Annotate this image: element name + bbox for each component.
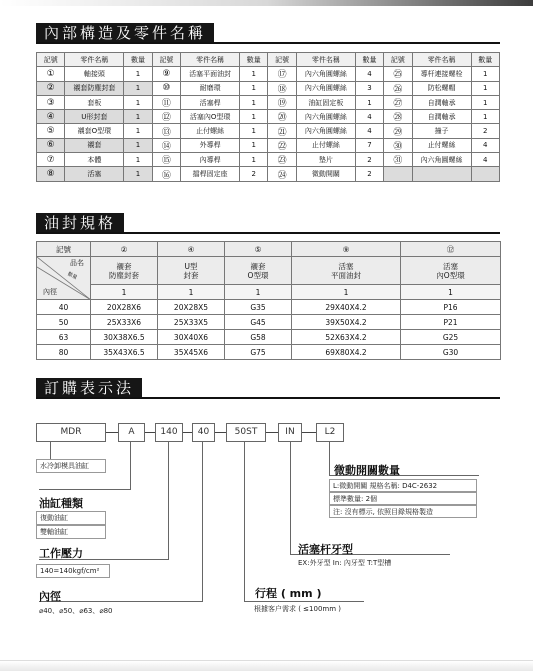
parts-qty: 2	[355, 153, 383, 167]
parts-name: 內六角圓螺絲	[296, 81, 355, 95]
switch-title: 微動開關數量	[334, 464, 400, 477]
order-section-underline	[36, 397, 500, 399]
seal-diagonal-cell	[37, 257, 91, 300]
parts-no: ⑩	[162, 83, 171, 94]
parts-no-cell	[152, 81, 180, 95]
parts-no-cell	[384, 167, 412, 181]
parts-qty: 1	[124, 81, 152, 95]
code-box-bore: 40	[192, 423, 215, 442]
parts-qty: 2	[471, 124, 499, 138]
footer-bar	[0, 660, 533, 671]
seal-table-body	[37, 242, 501, 360]
parts-no-cell	[384, 67, 412, 81]
seal-col-name: 活塞 內O型環	[401, 257, 501, 285]
parts-section-title: 內部構造及零件名稱	[36, 23, 214, 43]
parts-table	[36, 52, 500, 182]
stroke-title: 行程 ( mm )	[255, 587, 322, 600]
parts-no-cell	[384, 95, 412, 109]
seal-col-no: ⑨	[292, 242, 401, 257]
parts-name: 襯套防塵封套	[65, 81, 124, 95]
seal-data-row	[37, 330, 501, 345]
parts-no: ㉔	[277, 170, 287, 181]
stroke-value: 根據客户需求 ( ≤100mm )	[251, 603, 364, 617]
diag-dia-label: 內徑	[43, 288, 57, 296]
parts-header-cell: 數量	[355, 53, 383, 67]
parts-name: 內六角圓螺絲	[412, 153, 471, 167]
parts-row	[37, 81, 500, 95]
parts-header-cell: 數量	[240, 53, 268, 67]
seal-col-qty: 1	[292, 285, 401, 300]
parts-no: ⑥	[46, 140, 55, 151]
parts-qty: 7	[355, 138, 383, 152]
seal-value-cell: 20X28X5	[158, 300, 225, 315]
connector-stroke	[244, 442, 245, 602]
parts-qty: 1	[124, 124, 152, 138]
seal-value-cell: 39X50X4.2	[292, 315, 401, 330]
parts-qty: 3	[355, 81, 383, 95]
seal-bore-cell: 63	[37, 330, 91, 345]
parts-no-cell	[268, 153, 296, 167]
dash	[145, 432, 155, 433]
parts-name: 微動開關	[296, 167, 355, 181]
dash	[302, 432, 316, 433]
thread-value: EX:外牙型 In: 內牙型 T:T型槽	[295, 557, 435, 571]
parts-qty: 1	[240, 138, 268, 152]
seal-value-cell: G35	[225, 300, 292, 315]
parts-no: ⑰	[277, 70, 287, 81]
parts-name: 內導桿	[181, 153, 240, 167]
parts-section-underline	[36, 42, 500, 44]
parts-no: ⑮	[161, 156, 171, 167]
seal-col-no: ⑫	[401, 242, 501, 257]
parts-qty: 1	[471, 67, 499, 81]
seal-col-name: U型 封套	[158, 257, 225, 285]
parts-no: ⑫	[161, 113, 171, 124]
parts-no-cell	[384, 124, 412, 138]
parts-no: ⑭	[161, 141, 171, 152]
type-option-1: 復動油缸	[36, 511, 106, 525]
parts-no-cell	[152, 124, 180, 138]
seal-value-cell: 20X28X6	[91, 300, 158, 315]
seal-value-cell: 30X38X6.5	[91, 330, 158, 345]
seal-col-name: 活塞 平面油封	[292, 257, 401, 285]
parts-no: ㉕	[393, 70, 403, 81]
parts-name: 外導桿	[181, 138, 240, 152]
parts-qty: 4	[355, 67, 383, 81]
seal-value-cell: 30X40X6	[158, 330, 225, 345]
parts-header-cell: 數量	[471, 53, 499, 67]
parts-qty: 1	[240, 67, 268, 81]
seal-col-name: 襯套 防塵封套	[91, 257, 158, 285]
parts-header-cell: 零件名稱	[296, 53, 355, 67]
parts-no-cell	[384, 138, 412, 152]
switch-line-1: L:微動開關 規格名稱: D4C-2632	[329, 479, 477, 492]
parts-name: 防松螺帽	[412, 81, 471, 95]
bore-title: 內徑	[39, 590, 61, 603]
seal-value-cell: 35X43X6.5	[91, 345, 158, 360]
parts-no: ⑲	[277, 99, 287, 110]
seal-col-no: ④	[158, 242, 225, 257]
parts-name: 自潤軸承	[412, 110, 471, 124]
code-box-model: MDR	[36, 423, 106, 442]
parts-name: 內六角圓螺絲	[296, 110, 355, 124]
parts-no-cell	[384, 110, 412, 124]
seal-value-cell: P21	[401, 315, 501, 330]
parts-no: ㉚	[393, 141, 403, 152]
parts-no: ㉛	[393, 156, 403, 167]
parts-no-cell	[268, 95, 296, 109]
parts-header-cell: 記號	[268, 53, 296, 67]
parts-header-cell: 記號	[152, 53, 180, 67]
seal-data-row	[37, 300, 501, 315]
seal-value-cell: 25X33X6	[91, 315, 158, 330]
seal-table	[36, 241, 501, 360]
connector-bore-h	[39, 601, 203, 602]
parts-no: ⑦	[46, 154, 55, 165]
seal-col-qty: 1	[401, 285, 501, 300]
seal-value-cell: 69X80X4.2	[292, 345, 401, 360]
parts-name: 襯套O型環	[65, 124, 124, 138]
parts-no-cell	[37, 81, 65, 95]
seal-data-row	[37, 315, 501, 330]
parts-header-cell: 零件名稱	[65, 53, 124, 67]
seal-col-qty: 1	[225, 285, 292, 300]
parts-qty: 1	[240, 110, 268, 124]
seal-value-cell: G75	[225, 345, 292, 360]
seal-section-title: 油封規格	[36, 213, 124, 233]
connector-pressure	[168, 442, 169, 560]
parts-qty: 4	[471, 138, 499, 152]
parts-no: ①	[46, 68, 55, 79]
parts-no: ④	[46, 111, 55, 122]
parts-no-cell	[37, 167, 65, 181]
order-section-title: 訂購表示法	[36, 378, 142, 398]
parts-qty: 4	[471, 153, 499, 167]
parts-qty: 2	[355, 167, 383, 181]
parts-qty: 4	[355, 124, 383, 138]
seal-value-cell: 52X63X4.2	[292, 330, 401, 345]
seal-bore-cell: 40	[37, 300, 91, 315]
seal-value-cell: 35X45X6	[158, 345, 225, 360]
parts-no: ㉘	[393, 113, 403, 124]
diag-name-label: 品名	[70, 259, 84, 267]
parts-no: ⑤	[46, 126, 55, 137]
parts-no-cell	[152, 153, 180, 167]
connector-model	[50, 442, 51, 459]
parts-no-cell	[268, 167, 296, 181]
parts-name: 撞子	[412, 124, 471, 138]
seal-bore-cell: 50	[37, 315, 91, 330]
parts-qty: 1	[471, 81, 499, 95]
seal-col-no: ②	[91, 242, 158, 257]
parts-qty: 1	[240, 153, 268, 167]
parts-name: 本體	[65, 153, 124, 167]
seal-value-cell: P16	[401, 300, 501, 315]
seal-name-row	[37, 257, 501, 285]
parts-no: ㉒	[277, 141, 287, 152]
parts-qty: 1	[471, 110, 499, 124]
seal-bore-cell: 80	[37, 345, 91, 360]
parts-qty: 1	[471, 95, 499, 109]
parts-no: ⑪	[161, 99, 171, 110]
parts-no-cell	[37, 138, 65, 152]
parts-name: 襯套	[65, 138, 124, 152]
parts-name: 墊片	[296, 153, 355, 167]
model-description: 水冷卸模具油缸	[36, 459, 106, 473]
parts-no-cell	[37, 95, 65, 109]
parts-no-cell	[268, 110, 296, 124]
parts-name: 耐磨環	[181, 81, 240, 95]
parts-no-cell	[268, 67, 296, 81]
parts-no-cell	[268, 138, 296, 152]
parts-no: ㉖	[393, 84, 403, 95]
parts-name: 止付螺絲	[296, 138, 355, 152]
dash	[266, 432, 278, 433]
parts-no-cell	[152, 110, 180, 124]
parts-qty: 1	[240, 95, 268, 109]
parts-no-cell	[37, 67, 65, 81]
code-box-stroke: 50ST	[226, 423, 266, 442]
parts-qty: 1	[240, 124, 268, 138]
parts-header-cell: 零件名稱	[412, 53, 471, 67]
parts-name	[412, 167, 471, 181]
parts-no-cell	[37, 124, 65, 138]
parts-row	[37, 153, 500, 167]
bore-value: ⌀40、⌀50、⌀63、⌀80	[36, 605, 146, 619]
switch-line-2: 標準數量: 2個	[329, 492, 477, 505]
connector-type	[130, 442, 131, 490]
seal-col-qty: 1	[158, 285, 225, 300]
code-box-thread: IN	[278, 423, 302, 442]
connector-thread	[290, 442, 291, 555]
seal-col-no: ⑤	[225, 242, 292, 257]
parts-header-cell: 記號	[384, 53, 412, 67]
dash	[215, 432, 226, 433]
dash	[106, 432, 118, 433]
parts-no-cell	[152, 95, 180, 109]
parts-qty: 1	[124, 138, 152, 152]
parts-no: ⑳	[277, 113, 287, 124]
connector-bore	[202, 442, 203, 602]
parts-no-cell	[268, 81, 296, 95]
seal-value-cell: G30	[401, 345, 501, 360]
seal-qty-row	[37, 285, 501, 300]
parts-no: ⑱	[277, 84, 287, 95]
parts-no: ⑯	[161, 170, 171, 181]
dash	[183, 432, 192, 433]
parts-row	[37, 124, 500, 138]
parts-qty: 2	[240, 167, 268, 181]
parts-no: ㉙	[393, 127, 403, 138]
parts-header-cell: 記號	[37, 53, 65, 67]
connector-stroke-h	[244, 601, 364, 602]
parts-no: ⑬	[161, 127, 171, 138]
parts-no: ㉑	[277, 127, 287, 138]
seal-value-cell: 29X40X4.2	[292, 300, 401, 315]
parts-name: 軸接頭	[65, 67, 124, 81]
diag-qty-label: 數量	[66, 271, 79, 281]
parts-qty: 1	[124, 110, 152, 124]
code-box-switch: L2	[316, 423, 344, 442]
parts-no: ⑨	[162, 68, 171, 79]
parts-name: 止付螺絲	[412, 138, 471, 152]
parts-table-body	[37, 53, 500, 182]
seal-value-cell: G45	[225, 315, 292, 330]
parts-no-cell	[37, 153, 65, 167]
parts-no: ⑧	[46, 169, 55, 180]
parts-qty: 1	[124, 153, 152, 167]
seal-value-cell: G25	[401, 330, 501, 345]
parts-name: 活塞內O型環	[181, 110, 240, 124]
parts-qty: 1	[124, 167, 152, 181]
parts-no-cell	[152, 138, 180, 152]
parts-name: 導杆連接螺栓	[412, 67, 471, 81]
type-option-2: 雙軸油缸	[36, 525, 106, 539]
parts-no: ③	[46, 97, 55, 108]
parts-row	[37, 167, 500, 181]
parts-name: 內六角圓螺絲	[296, 67, 355, 81]
pressure-value: 140=140kgf/cm²	[36, 564, 110, 578]
parts-name: 止付螺絲	[181, 124, 240, 138]
type-title: 油缸種類	[39, 497, 83, 510]
seal-col-name: 襯套 O型環	[225, 257, 292, 285]
parts-row	[37, 138, 500, 152]
parts-no-cell	[384, 81, 412, 95]
seal-data-row	[37, 345, 501, 360]
seal-value-cell: G58	[225, 330, 292, 345]
parts-no: ㉗	[393, 99, 403, 110]
pressure-title: 工作壓力	[39, 547, 83, 560]
parts-qty: 1	[240, 81, 268, 95]
top-gradient-bar	[0, 0, 533, 6]
parts-no-cell	[268, 124, 296, 138]
parts-name: 活塞平面油封	[181, 67, 240, 81]
parts-name: 自潤軸承	[412, 95, 471, 109]
seal-value-cell: 25X33X5	[158, 315, 225, 330]
thread-title: 活塞杆牙型	[298, 543, 353, 556]
parts-row	[37, 110, 500, 124]
parts-name: 套板	[65, 95, 124, 109]
parts-qty	[471, 167, 499, 181]
seal-header-row	[37, 242, 501, 257]
connector-switch	[329, 442, 330, 476]
parts-header-cell: 零件名稱	[181, 53, 240, 67]
connector-type-h	[39, 489, 131, 490]
parts-row	[37, 95, 500, 109]
parts-no-cell	[37, 110, 65, 124]
parts-name: 擋桿固定座	[181, 167, 240, 181]
parts-qty: 1	[124, 67, 152, 81]
code-box-pressure: 140	[155, 423, 183, 442]
parts-name: 內六角圓螺絲	[296, 124, 355, 138]
parts-name: U形封套	[65, 110, 124, 124]
parts-no-cell	[152, 167, 180, 181]
code-box-type: A	[118, 423, 145, 442]
parts-no: ②	[46, 83, 55, 94]
parts-name: 油缸固定板	[296, 95, 355, 109]
parts-qty: 4	[355, 110, 383, 124]
seal-header-no: 記號	[37, 242, 91, 257]
switch-line-3: 注: 沒有標示, 依照目錄規格製造	[329, 505, 477, 518]
parts-no: ㉓	[277, 156, 287, 167]
parts-qty: 1	[355, 95, 383, 109]
parts-name: 活塞	[65, 167, 124, 181]
seal-section-underline	[36, 232, 500, 234]
parts-no-cell	[384, 153, 412, 167]
seal-col-qty: 1	[91, 285, 158, 300]
parts-qty: 1	[124, 95, 152, 109]
parts-row	[37, 67, 500, 81]
parts-name: 活塞桿	[181, 95, 240, 109]
parts-no-cell	[152, 67, 180, 81]
parts-header-cell: 數量	[124, 53, 152, 67]
